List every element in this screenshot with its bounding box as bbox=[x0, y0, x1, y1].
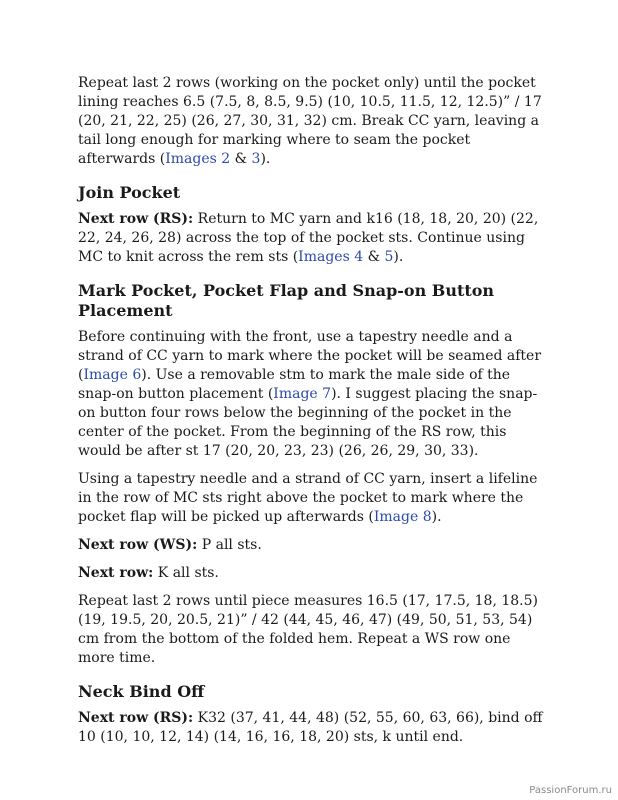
paragraph-lifeline bbox=[78, 470, 548, 527]
paragraph-repeat: Repeat last 2 rows until piece measures 16.5 (17, 17.5, 18, 18.5) (19, 19.5, 20, 20.5, 21)” / 42 (44, 45, 46, 47) (49, 50, 51, 53, 54) cm from the bottom of the folded hem. Repeat a WS row one more time. bbox=[78, 593, 538, 666]
closing-paren: ). bbox=[393, 249, 404, 265]
watermark: PassionForum.ru bbox=[529, 785, 612, 796]
closing-paren: ). bbox=[260, 151, 271, 167]
row-label: Next row (RS): bbox=[78, 710, 194, 726]
link-image-6[interactable]: Image 6 bbox=[83, 367, 142, 383]
paragraph-mark-pocket bbox=[78, 328, 548, 461]
heading-mark-pocket: Mark Pocket, Pocket Flap and Snap-on Button Placement bbox=[78, 281, 495, 320]
paragraph-ws-row bbox=[78, 536, 548, 555]
lifeline-text: Using a tapestry needle and a strand of CC yarn, insert a lifeline in the row of MC sts right above the pocket to mark where the pocket flap will be picked up afterwards ( bbox=[78, 471, 538, 525]
row-label: Next row: bbox=[78, 565, 154, 581]
link-images-4[interactable]: Images 4 bbox=[298, 249, 364, 265]
closing-paren: ). bbox=[431, 509, 442, 525]
link-image-8[interactable]: Image 8 bbox=[373, 509, 432, 525]
paragraph-pocket-lining bbox=[78, 74, 548, 169]
row-label: Next row (RS): bbox=[78, 211, 194, 227]
paragraph-k-row bbox=[78, 564, 548, 583]
neck-bind-off-text: K32 (37, 41, 44, 48) (52, 55, 60, 63, 66), bind off 10 (10, 10, 12, 14) (14, 16, 16, 18, 20) sts, k until end. bbox=[78, 710, 543, 745]
k-row-text: K all sts. bbox=[153, 565, 219, 581]
paragraph-join-pocket bbox=[78, 210, 548, 267]
heading-neck-bind-off: Neck Bind Off bbox=[78, 682, 205, 701]
mark-pocket-text-a: Before continuing with the front, use a tapestry needle and a strand of CC yarn to mark where the pocket will be seamed after ( bbox=[78, 329, 542, 383]
link-image-7[interactable]: Image 7 bbox=[273, 386, 332, 402]
join-pocket-text: Return to MC yarn and k16 (18, 18, 20, 20) (22, 22, 24, 26, 28) across the top of the pocket sts. Continue using MC to knit across the rem sts ( bbox=[78, 211, 539, 265]
mark-pocket-text-b: ). Use a removable stm to mark the male side of the snap-on button placement ( bbox=[78, 367, 511, 402]
link-image-3[interactable]: 3 bbox=[251, 151, 261, 167]
row-label: Next row (WS): bbox=[78, 537, 198, 553]
link-images-2[interactable]: Images 2 bbox=[165, 151, 231, 167]
paragraph-neck-bind-off bbox=[78, 709, 548, 747]
link-image-5[interactable]: 5 bbox=[384, 249, 394, 265]
pattern-page bbox=[78, 74, 548, 756]
pocket-lining-text: Repeat last 2 rows (working on the pocket only) until the pocket lining reaches 6.5 (7.5, 8, 8.5, 9.5) (10, 10.5, 11.5, 12, 12.5)” / 17 (20, 21, 22, 25) (26, 27, 30, 31, 32) cm. Break CC yarn, leaving a tail long enough for marking where to seam the pocket afterwards ( bbox=[78, 75, 542, 167]
ws-row-text: P all sts. bbox=[197, 537, 262, 553]
mark-pocket-text-c: ). I suggest placing the snap-on button four rows below the beginning of the pocket in the center of the pocket. From the beginning of the RS row, this would be after st 17 (20, 20, 23, 23) (26, 26, 29, 30, 33). bbox=[78, 386, 538, 459]
heading-join-pocket: Join Pocket bbox=[78, 183, 181, 202]
ampersand: & bbox=[363, 249, 385, 265]
ampersand: & bbox=[230, 151, 252, 167]
